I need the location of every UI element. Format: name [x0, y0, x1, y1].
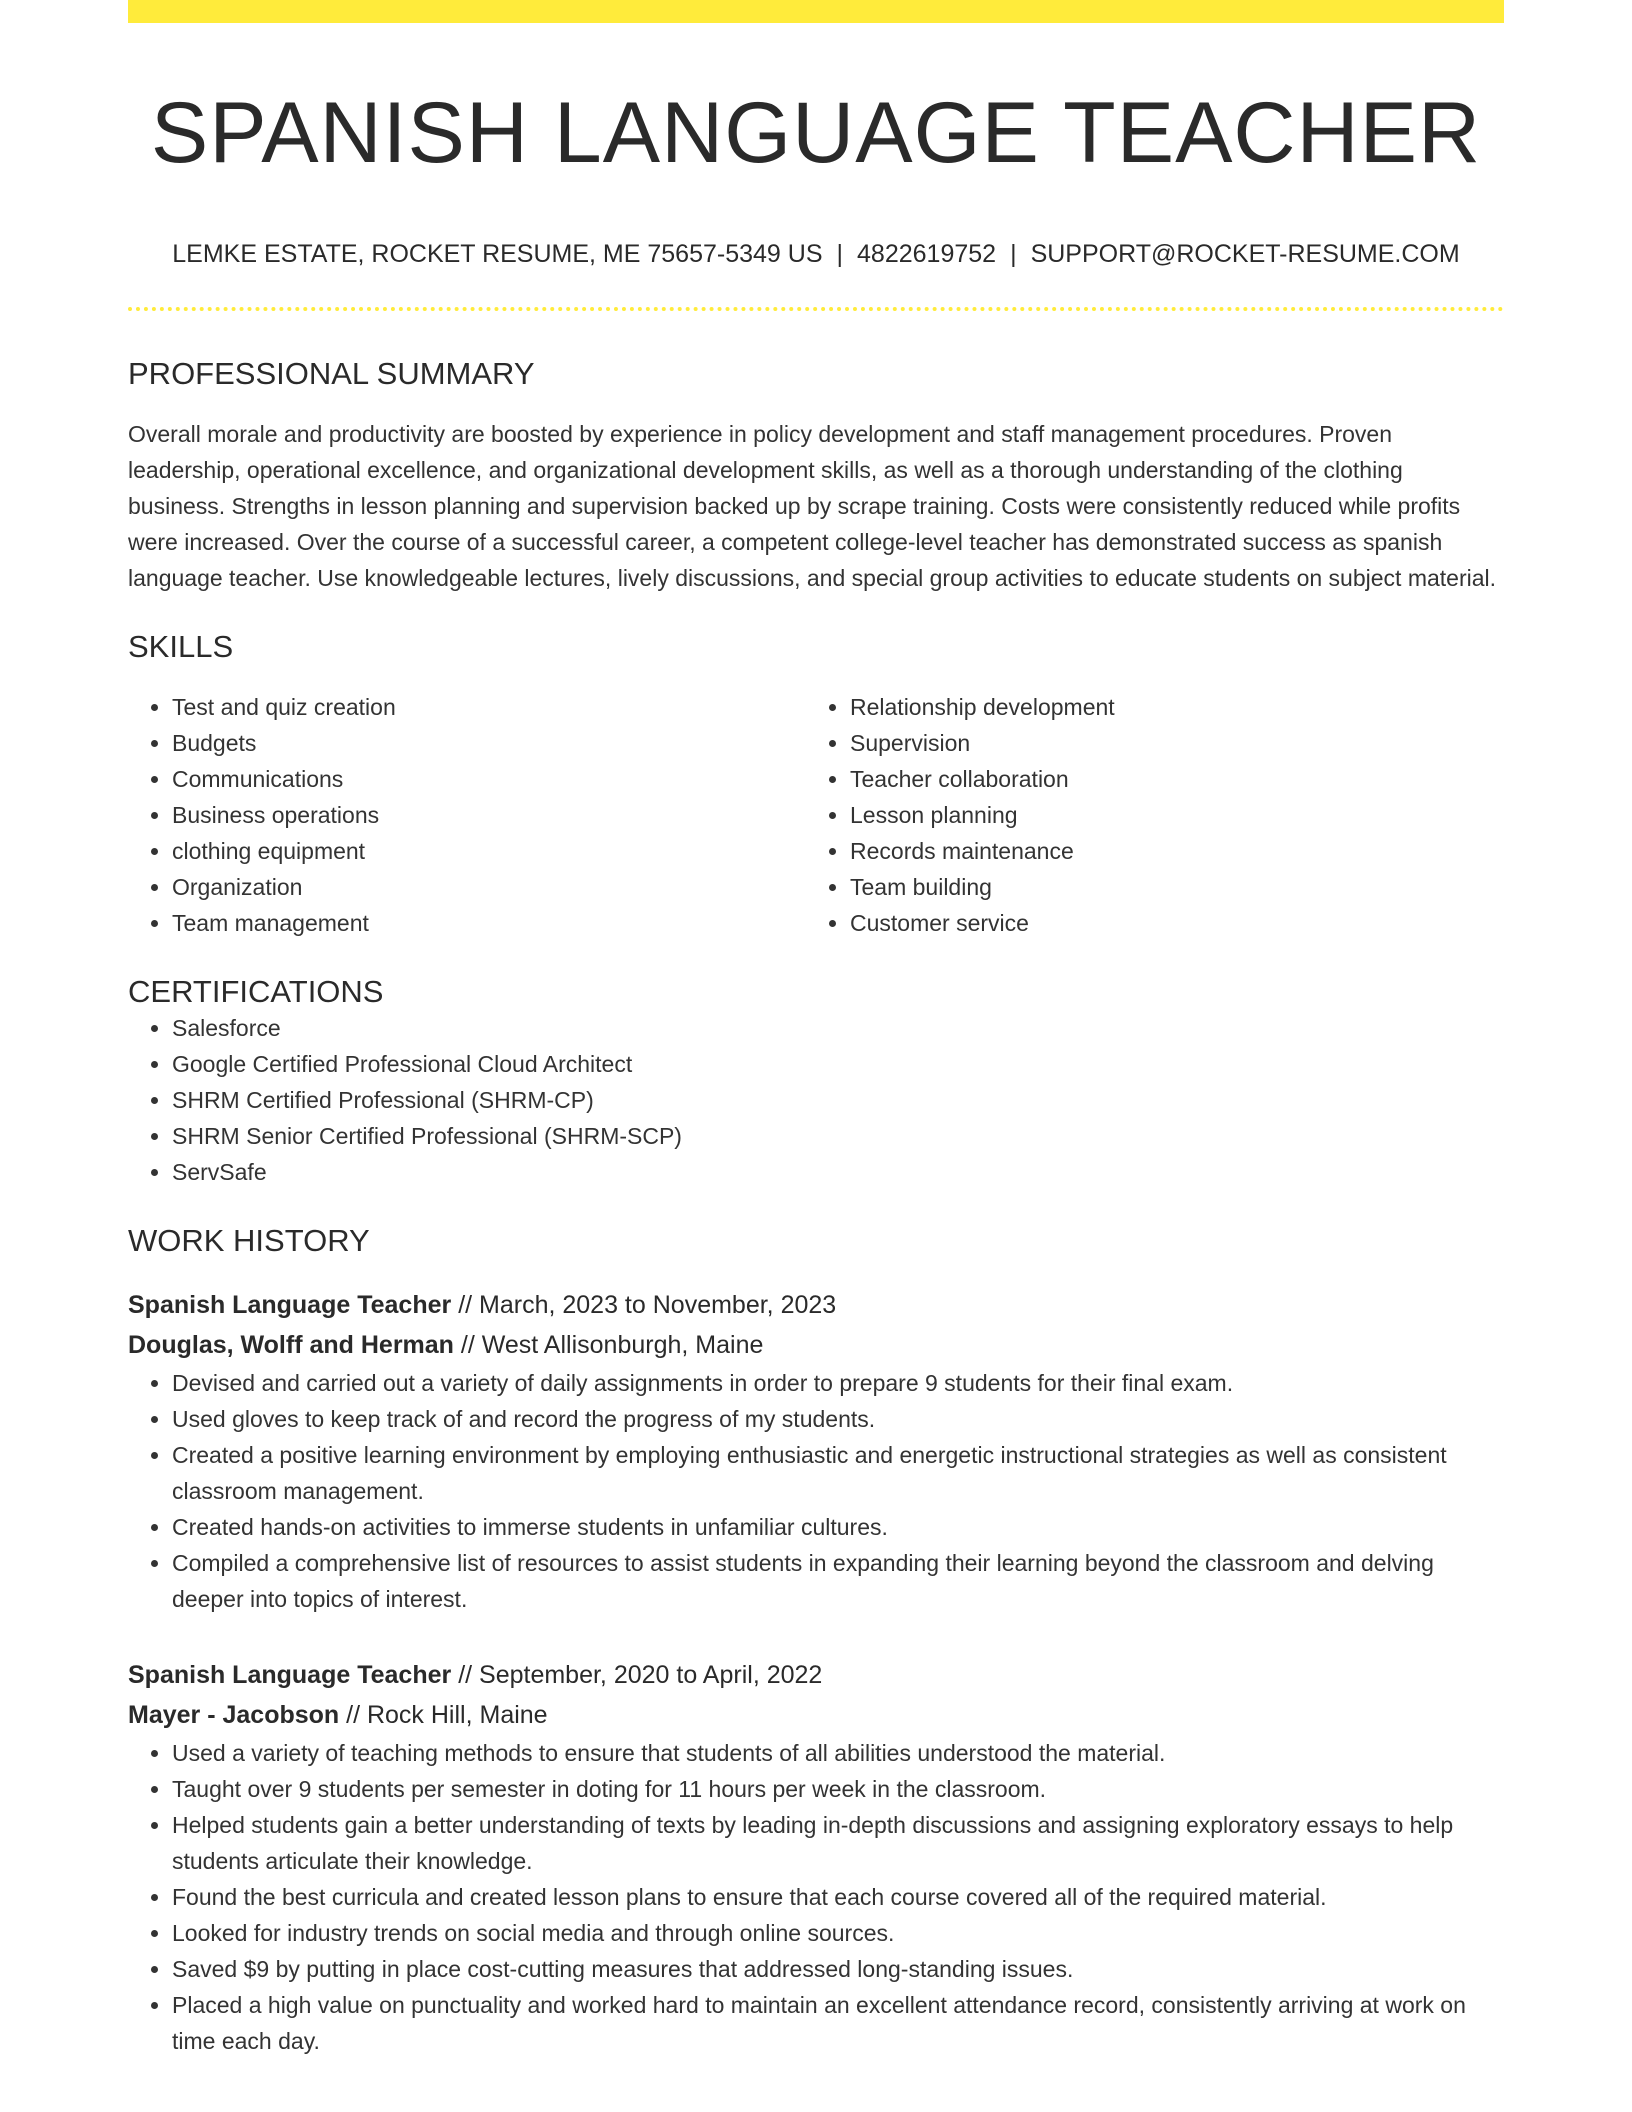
certifications-heading: CERTIFICATIONS: [128, 973, 384, 1009]
job-dates: // September, 2020 to April, 2022: [458, 1661, 823, 1690]
job-company: Mayer - Jacobson: [128, 1701, 340, 1730]
job-bullet: • Used gloves to keep track of and record the progress of my students.: [172, 1401, 1504, 1437]
job-bullets: [128, 1735, 1504, 2059]
resume-name-heading: SPANISH LANGUAGE TEACHER: [150, 85, 1482, 181]
job-role: Spanish Language Teacher: [128, 1661, 452, 1690]
skill-item: • clothing equipment: [172, 833, 806, 869]
job-dates: // March, 2023 to November, 2023: [458, 1291, 837, 1320]
job-bullet: • Created hands-on activities to immerse students in unfamiliar cultures.: [172, 1509, 1504, 1545]
summary-heading: PROFESSIONAL SUMMARY: [128, 355, 535, 391]
certifications-list: [128, 1010, 1504, 1190]
skills-heading: SKILLS: [128, 628, 234, 664]
skill-item: • Business operations: [172, 797, 806, 833]
job-entry: [128, 1655, 1504, 2059]
job-bullet: • Placed a high value on punctuality and worked hard to maintain an excellent attendance record, consistently arriving at work on time each day.: [172, 1987, 1504, 2059]
job-title-line: [128, 1285, 1504, 1325]
contact-address: LEMKE ESTATE, ROCKET RESUME, ME 75657-5349 US: [172, 239, 823, 268]
skill-item: • Organization: [172, 869, 806, 905]
skill-item: • Records maintenance: [850, 833, 1484, 869]
skill-item: • Relationship development: [850, 689, 1484, 725]
skill-item: • Customer service: [850, 905, 1484, 941]
job-company-line: [128, 1695, 1504, 1735]
contact-separator: |: [836, 239, 844, 268]
dotted-divider: [128, 307, 1504, 311]
skill-item: • Team building: [850, 869, 1484, 905]
job-bullet: • Used a variety of teaching methods to ensure that students of all abilities understood the material.: [172, 1735, 1504, 1771]
job-bullet: • Helped students gain a better understanding of texts by leading in-depth discussions and assigning exploratory essays to help students articulate their knowledge.: [172, 1807, 1504, 1879]
skills-column-left: [128, 689, 806, 941]
skill-item: • Lesson planning: [850, 797, 1484, 833]
job-location: // Rock Hill, Maine: [346, 1701, 548, 1730]
job-bullet: • Created a positive learning environment by employing enthusiastic and energetic instructional strategies as well as consistent classroom management.: [172, 1437, 1504, 1509]
contact-line: [128, 239, 1504, 269]
job-title-line: [128, 1655, 1504, 1695]
skill-item: • Teacher collaboration: [850, 761, 1484, 797]
contact-separator: |: [1010, 239, 1017, 268]
certification-item: • SHRM Senior Certified Professional (SHRM-SCP): [172, 1118, 1504, 1154]
skills-column-right: [806, 689, 1484, 941]
contact-phone: 4822619752: [857, 239, 997, 268]
summary-text: Overall morale and productivity are boosted by experience in policy development and staff management procedures. Proven leadership, operational excellence, and organizational development skills, as well as a thorough understanding of the clothing business. Strengths in lesson planning and supervision backed up by scrape training. Costs were consistently reduced while profits were increased. Over the course of a successful career, a competent college-level teacher has demonstrated success as spanish language teacher. Use knowledgeable lectures, lively discussions, and special group activities to educate students on subject material.: [128, 420, 1497, 591]
accent-top-bar: [128, 0, 1504, 23]
job-bullet: • Looked for industry trends on social media and through online sources.: [172, 1915, 1504, 1951]
contact-email: SUPPORT@ROCKET-RESUME.COM: [1030, 239, 1460, 268]
skill-item: • Test and quiz creation: [172, 689, 806, 725]
job-bullet: • Found the best curricula and created lesson plans to ensure that each course covered all of the required material.: [172, 1879, 1504, 1915]
job-bullet: • Devised and carried out a variety of daily assignments in order to prepare 9 students for their final exam.: [172, 1365, 1504, 1401]
job-role: Spanish Language Teacher: [128, 1291, 452, 1320]
certification-item: • Salesforce: [172, 1010, 1504, 1046]
job-bullet: • Taught over 9 students per semester in doting for 11 hours per week in the classroom.: [172, 1771, 1504, 1807]
job-location: // West Allisonburgh, Maine: [460, 1331, 764, 1360]
job-company-line: [128, 1325, 1504, 1365]
skills-grid: [128, 689, 1504, 941]
job-bullet: • Compiled a comprehensive list of resources to assist students in expanding their learning beyond the classroom and delving deeper into topics of interest.: [172, 1545, 1504, 1617]
work-history-heading: WORK HISTORY: [128, 1223, 370, 1259]
resume-page: [128, 0, 1504, 2059]
skill-item: • Supervision: [850, 725, 1484, 761]
skill-item: • Budgets: [172, 725, 806, 761]
job-company: Douglas, Wolff and Herman: [128, 1331, 454, 1360]
certification-item: • SHRM Certified Professional (SHRM-CP): [172, 1082, 1504, 1118]
skill-item: • Communications: [172, 761, 806, 797]
job-bullet: • Saved $9 by putting in place cost-cutting measures that addressed long-standing issues.: [172, 1951, 1504, 1987]
certification-item: • ServSafe: [172, 1154, 1504, 1190]
job-entry: [128, 1285, 1504, 1617]
certification-item: • Google Certified Professional Cloud Architect: [172, 1046, 1504, 1082]
skill-item: • Team management: [172, 905, 806, 941]
job-bullets: [128, 1365, 1504, 1617]
